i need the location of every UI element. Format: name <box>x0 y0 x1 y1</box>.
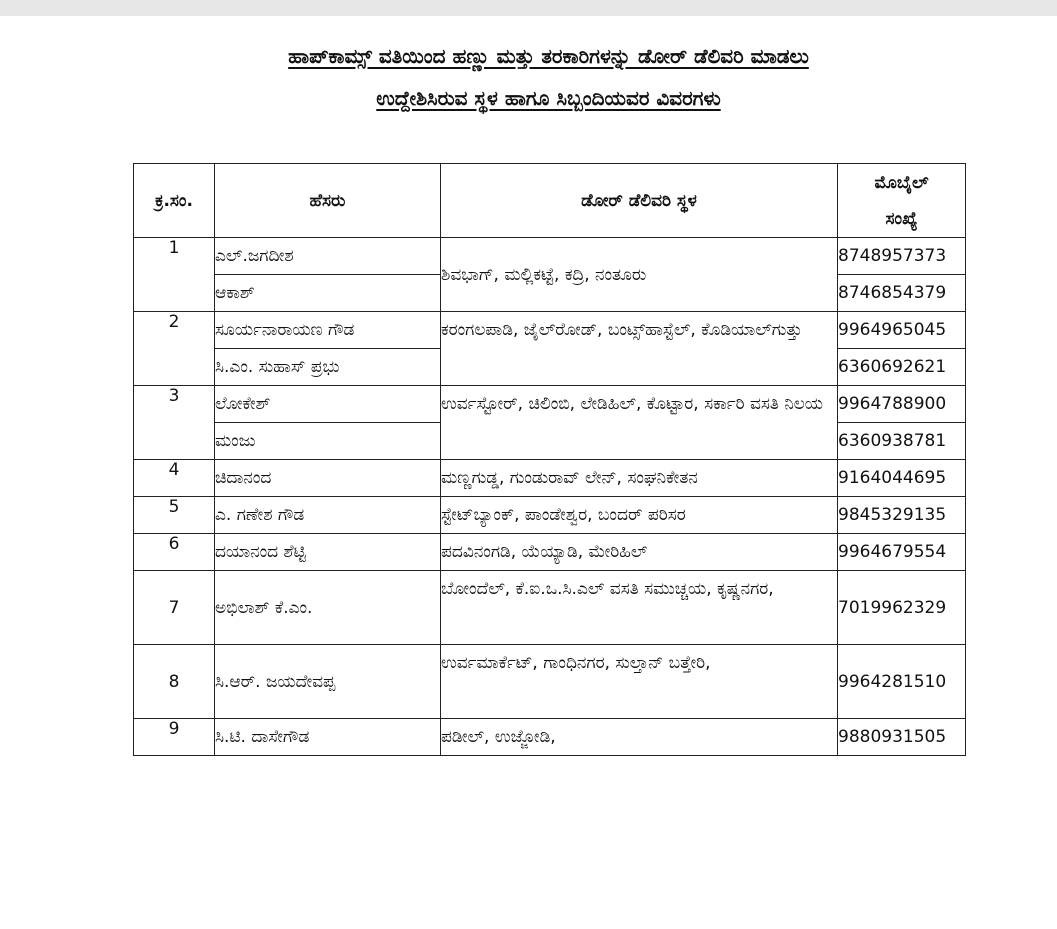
serial-cell: 5 <box>134 497 215 534</box>
header-mobile-line-2: ಸಂಖ್ಯೆ <box>885 208 918 229</box>
name-cell: ಆಕಾಶ್ <box>215 275 441 312</box>
mobile-cell: 9845329135 <box>838 497 966 534</box>
header-mobile <box>838 164 966 238</box>
serial-cell: 4 <box>134 460 215 497</box>
name-cell: ಎ. ಗಣೇಶ ಗೌಡ <box>215 497 441 534</box>
name-cell: ಸಿ.ಎಂ. ಸುಹಾಸ್ ಪ್ರಭು <box>215 349 441 386</box>
mobile-cell: 9880931505 <box>838 719 966 756</box>
table-row <box>134 312 966 349</box>
name-cell: ಅಭಿಲಾಶ್ ಕೆ.ಎಂ. <box>215 571 441 645</box>
location-cell: ಸ್ಟೇಟ್‌ಬ್ಯಾಂಕ್, ಪಾಂಡೇಶ್ವರ, ಬಂದರ್ ಪರಿಸರ <box>441 497 838 534</box>
delivery-staff-table <box>133 163 966 756</box>
mobile-cell: 7019962329 <box>838 571 966 645</box>
location-cell: ಕರಂಗಲಪಾಡಿ, ಜೈಲ್‌ರೋಡ್, ಬಂಟ್ಸ್‌ಹಾಸ್ಟೆಲ್, ಕೊಡಿಯಾಲ್‌ಗುತ್ತು <box>441 312 838 386</box>
name-cell: ಮಂಜು <box>215 423 441 460</box>
serial-cell: 3 <box>134 386 215 460</box>
location-cell: ಶಿವಭಾಗ್, ಮಲ್ಲಿಕಟ್ಟೆ, ಕದ್ರಿ, ನಂತೂರು <box>441 238 838 312</box>
header-name: ಹೆಸರು <box>215 164 441 238</box>
serial-cell: 6 <box>134 534 215 571</box>
table-row <box>134 571 966 645</box>
mobile-cell: 8748957373 <box>838 238 966 275</box>
name-cell: ಸಿ.ಟಿ. ದಾಸೇಗೌಡ <box>215 719 441 756</box>
header-mobile-line-1: ಮೊಬೈಲ್ <box>874 172 929 193</box>
mobile-cell: 9964679554 <box>838 534 966 571</box>
serial-cell: 9 <box>134 719 215 756</box>
mobile-cell: 9964281510 <box>838 645 966 719</box>
serial-cell: 8 <box>134 645 215 719</box>
mobile-cell: 6360938781 <box>838 423 966 460</box>
name-cell: ಲೋಕೇಶ್ <box>215 386 441 423</box>
mobile-cell: 9164044695 <box>838 460 966 497</box>
mobile-cell: 8746854379 <box>838 275 966 312</box>
name-cell: ಸಿ.ಆರ್. ಜಯದೇವಪ್ಪ <box>215 645 441 719</box>
serial-cell: 7 <box>134 571 215 645</box>
table-row <box>134 645 966 719</box>
table-row <box>134 386 966 423</box>
table-row <box>134 719 966 756</box>
location-cell: ಪಡೀಲ್, ಉಜ್ಜೋಡಿ, <box>441 719 838 756</box>
document-title-line-1: ಹಾಪ್‌ಕಾಮ್ಸ್ ವತಿಯಿಂದ ಹಣ್ಣು ಮತ್ತು ತರಕಾರಿಗಳನ್ನು ಡೋರ್ ಡೆಲಿವರಿ ಮಾಡಲು <box>288 44 809 68</box>
serial-cell: 2 <box>134 312 215 386</box>
name-cell: ಚಿದಾನಂದ <box>215 460 441 497</box>
mobile-cell: 9964788900 <box>838 386 966 423</box>
table-row <box>134 534 966 571</box>
document-title-line-2: ಉದ್ದೇಶಿಸಿರುವ ಸ್ಥಳ ಹಾಗೂ ಸಿಬ್ಬಂದಿಯವರ ವಿವರಗಳು <box>376 86 721 110</box>
location-cell: ಪದವಿನಂಗಡಿ, ಯೆಯ್ಯಾಡಿ, ಮೇರಿಹಿಲ್ <box>441 534 838 571</box>
table-row <box>134 460 966 497</box>
location-cell: ಬೋಂದೆಲ್, ಕೆ.ಐ.ಒ.ಸಿ.ಎಲ್ ವಸತಿ ಸಮುಚ್ಚಯ, ಕೃಷ್ಣನಗರ, <box>441 571 838 645</box>
mobile-cell: 9964965045 <box>838 312 966 349</box>
name-cell: ಸೂರ್ಯನಾರಾಯಣ ಗೌಡ <box>215 312 441 349</box>
location-cell: ಉರ್ವಮಾರ್ಕೆಟ್, ಗಾಂಧಿನಗರ, ಸುಲ್ತಾನ್ ಬತ್ತೇರಿ, <box>441 645 838 719</box>
table-row <box>134 238 966 275</box>
table-header-row <box>134 164 966 238</box>
header-serial: ಕ್ರ.ಸಂ. <box>134 164 215 238</box>
location-cell: ಮಣ್ಣಗುಡ್ಡ, ಗುಂಡುರಾವ್ ಲೇನ್, ಸಂಘನಿಕೇತನ <box>441 460 838 497</box>
name-cell: ಎಲ್.ಜಗದೀಶ <box>215 238 441 275</box>
table-row <box>134 497 966 534</box>
mobile-cell: 6360692621 <box>838 349 966 386</box>
location-cell: ಉರ್ವಸ್ಟೋರ್, ಚಿಲಿಂಬಿ, ಲೇಡಿಹಿಲ್, ಕೊಟ್ಟಾರ, ಸರ್ಕಾರಿ ವಸತಿ ನಿಲಯ <box>441 386 838 460</box>
header-location: ಡೋರ್ ಡೆಲಿವರಿ ಸ್ಥಳ <box>441 164 838 238</box>
top-scroll-bar <box>0 0 1057 16</box>
serial-cell: 1 <box>134 238 215 312</box>
name-cell: ದಯಾನಂದ ಶೆಟ್ಟಿ <box>215 534 441 571</box>
